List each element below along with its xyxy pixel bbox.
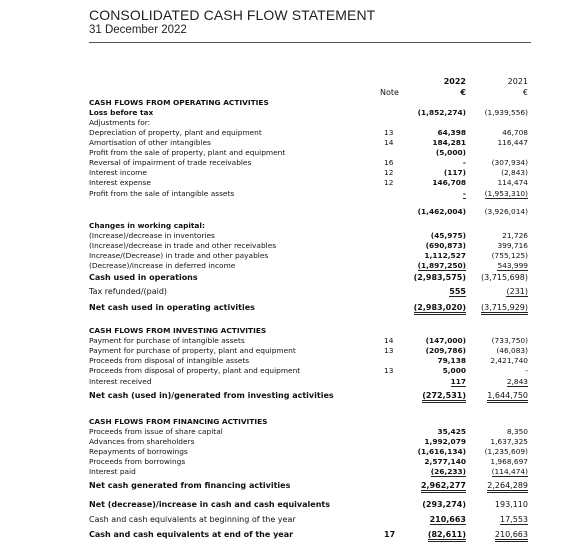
value-2021: 399,716 [497,241,528,250]
year-2022-header: 2022 [443,77,466,86]
row-label: (Increase)/decrease in trade and other receivables [89,241,277,250]
value-2021: 1,637,325 [490,437,528,446]
value-2022: (5,000) [435,148,466,157]
table-row [0,128,573,138]
value-2021: (307,934) [491,158,528,167]
value-2022: 1,992,079 [424,437,466,446]
value-2021: 2,264,289 [470,481,528,491]
value-2021: 116,447 [497,138,528,147]
value-2022: 35,425 [437,427,466,436]
table-row [0,273,573,283]
value-2022: (147,000) [425,336,466,345]
value-2021: 17,553 [500,515,528,524]
section-heading-investing [0,326,573,336]
value-2022: 555 [449,287,466,296]
value-2021: (3,715,929) [470,303,528,313]
row-label: Interest income [89,168,147,177]
row-label: CASH FLOWS FROM FINANCING ACTIVITIES [89,417,268,426]
table-row [0,189,573,199]
table-row [0,377,573,387]
row-label: Cash and cash equivalents at beginning of the year [89,515,296,524]
row-label: CASH FLOWS FROM INVESTING ACTIVITIES [89,326,267,335]
value-2021: 1,644,750 [470,391,528,401]
table-row [0,391,573,401]
row-note: 14 [384,138,394,147]
subtotal-row [0,207,573,217]
row-label: Loss before tax [89,108,154,117]
row-label: Interest paid [89,467,136,476]
row-label: (Increase)/decrease in inventories [89,231,215,240]
currency-2021-header: € [522,88,528,97]
value-2021: (231) [506,287,528,296]
value-2022: (82,611) [404,530,466,540]
table-row [0,366,573,376]
section-heading-financing [0,417,573,427]
value-2022: (26,233) [430,467,466,476]
row-label: Profit from the sale of intangible assets [89,189,235,198]
row-note: 16 [384,158,394,167]
row-label: Payment for purchase of property, plant and equipment [89,346,296,355]
value-2022: 79,138 [437,356,466,365]
value-2022: 117 [450,377,466,386]
table-row [0,481,573,491]
value-2021: 2,421,740 [490,356,528,365]
row-label: Cash and cash equivalents at end of the year [89,530,294,539]
table-row [0,530,573,540]
table-row [0,251,573,261]
value-2021: (1,939,556) [484,108,528,117]
value-2021: (733,750) [491,336,528,345]
value-2022: (293,274) [422,500,466,509]
table-row [0,148,573,158]
value-2021: 210,663 [470,530,528,540]
table-row [0,108,573,118]
value-2022: (209,786) [425,346,466,355]
table-row [0,303,573,313]
table-row [0,467,573,477]
row-label: Net cash generated from financing activities [89,481,291,490]
row-label: Reversal of impairment of trade receivables [89,158,252,167]
value-2022: (690,873) [425,241,466,250]
row-label: Interest received [89,377,152,386]
table-row [0,158,573,168]
value-2022: - [462,189,466,198]
row-label: Advances from shareholders [89,437,195,446]
table-row [0,138,573,148]
table-row [0,178,573,188]
value-2022: (45,975) [430,231,466,240]
section-heading-working-capital [0,221,573,231]
value-2021: 1,968,697 [490,457,528,466]
section-heading-operating [0,98,573,108]
statement-date: 31 December 2022 [89,24,187,36]
row-note: 12 [384,168,394,177]
year-2021-header: 2021 [507,77,528,86]
value-2021: 114,474 [497,178,528,187]
currency-2022-header: € [460,88,466,97]
note-column-header: Note [380,88,399,97]
row-note: 12 [384,178,394,187]
row-label: Interest expense [89,178,151,187]
table-row [0,457,573,467]
value-2022: 2,962,277 [404,481,466,491]
row-label: Cash used in operations [89,273,198,282]
row-label: Net cash used in operating activities [89,303,255,312]
table-row [0,261,573,271]
row-label: Changes in working capital: [89,221,205,230]
value-2022: (1,852,274) [417,108,466,117]
table-row [0,447,573,457]
table-row [0,118,573,128]
value-2021: 21,726 [502,231,528,240]
row-label: Tax refunded/(paid) [89,287,168,296]
row-label: Proceeds from disposal of intangible assets [89,356,250,365]
value-2022: 5,000 [442,366,466,375]
row-label: Proceeds from disposal of property, plant and equipment [89,366,301,375]
value-2021: (3,715,698) [481,273,528,282]
row-note: 13 [384,346,394,355]
row-label: Amortisation of other intangibles [89,138,211,147]
row-label: CASH FLOWS FROM OPERATING ACTIVITIES [89,98,269,107]
value-2021: 46,708 [502,128,528,137]
row-note: 13 [384,366,394,375]
row-note: 14 [384,336,394,345]
value-2022: (1,462,004) [417,207,466,216]
value-2021: (46,083) [496,346,528,355]
value-2022: (2,983,020) [404,303,466,313]
row-label: Repayments of borrowings [89,447,188,456]
value-2022: 210,663 [429,515,466,524]
value-2022: 2,577,140 [424,457,466,466]
row-label: Depreciation of property, plant and equipment [89,128,262,137]
table-row [0,336,573,346]
row-note: 13 [384,128,394,137]
table-row [0,346,573,356]
value-2022: (117) [443,168,466,177]
row-label: Proceeds from borrowings [89,457,186,466]
row-label: Payment for purchase of intangible assets [89,336,245,345]
row-label: Profit from the sale of property, plant and equipment [89,148,286,157]
title-divider [89,42,531,43]
table-row [0,168,573,178]
value-2021: 193,110 [494,500,528,509]
value-2022: (1,897,250) [417,261,466,270]
value-2021: - [525,366,528,375]
table-row [0,231,573,241]
value-2021: (1,953,310) [484,189,528,198]
value-2022: (2,983,575) [413,273,466,282]
value-2022: (272,531) [404,391,466,401]
value-2021: (114,474) [491,467,528,476]
table-row [0,427,573,437]
row-note: 17 [384,530,396,539]
value-2021: 8,350 [506,427,528,436]
value-2022: 1,112,527 [424,251,466,260]
value-2021: 2,843 [506,377,528,386]
value-2021: 543,999 [497,261,528,270]
value-2022: (1,616,134) [417,447,466,456]
value-2021: (1,235,609) [484,447,528,456]
value-2022: 184,281 [432,138,466,147]
table-row [0,500,573,510]
table-row [0,356,573,366]
statement-title: CONSOLIDATED CASH FLOW STATEMENT [89,7,376,23]
row-label: Proceeds from issue of share capital [89,427,223,436]
row-label: Net cash (used in)/generated from investing activities [89,391,334,400]
value-2021: (755,125) [491,251,528,260]
value-2022: 64,398 [437,128,466,137]
table-row [0,241,573,251]
row-label: Increase/(Decrease) in trade and other payables [89,251,269,260]
table-row [0,515,573,525]
table-row [0,287,573,297]
row-label: Net (decrease)/increase in cash and cash equivalents [89,500,330,509]
value-2021: (3,926,014) [484,207,528,216]
row-label: (Decrease)/increase in deferred income [89,261,236,270]
value-2022: 146,708 [432,178,466,187]
value-2021: (2,843) [501,168,528,177]
value-2022: - [462,158,466,167]
table-row [0,437,573,447]
row-label: Adjustments for: [89,118,151,127]
